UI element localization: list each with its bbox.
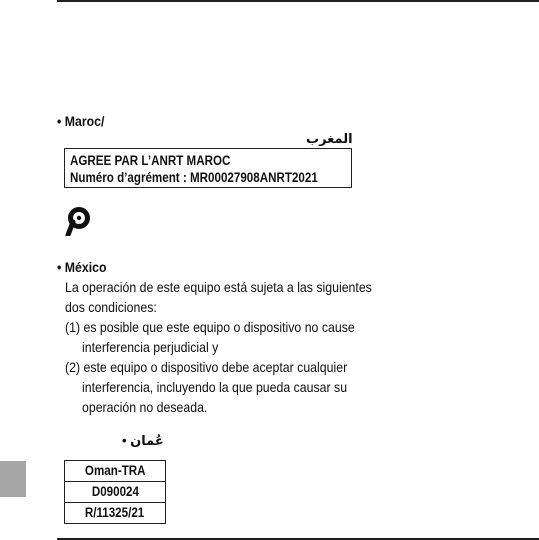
mexico-text-line: La operación de este equipo está sujeta a las siguientes <box>65 279 372 295</box>
maroc-heading: • Maroc/ <box>57 113 105 129</box>
anrt-approval-line: AGREE PAR L’ANRT MAROC <box>70 153 231 168</box>
mexico-text-line: dos condiciones: <box>65 299 157 315</box>
maroc-arabic-name: المغرب <box>306 131 353 146</box>
oman-table-cell: Oman-TRA <box>65 461 166 482</box>
mexico-text-line: interferencia, incluyendo la que pueda causar su <box>82 379 348 395</box>
anrt-approval-box <box>64 148 352 188</box>
mexico-condition-1: (1) es posible que este equipo o dispositivo no cause <box>65 319 355 335</box>
oman-heading: • عُمان <box>122 433 164 448</box>
anrt-certification-logo-icon <box>64 206 90 236</box>
anrt-approval-number: Numéro d’agrément : MR00027908ANRT2021 <box>70 170 318 185</box>
mexico-heading: • México <box>57 259 107 275</box>
oman-table-cell: D090024 <box>65 482 166 503</box>
oman-table-cell: R/11325/21 <box>65 503 166 524</box>
section-tab-marker <box>0 461 26 497</box>
top-rule <box>57 0 539 2</box>
mexico-text-line: interferencia perjudicial y <box>82 339 219 355</box>
mexico-condition-2: (2) este equipo o dispositivo debe aceptar cualquier <box>65 359 348 375</box>
oman-approval-table <box>64 460 166 524</box>
mexico-text-line: operación no deseada. <box>82 399 208 415</box>
